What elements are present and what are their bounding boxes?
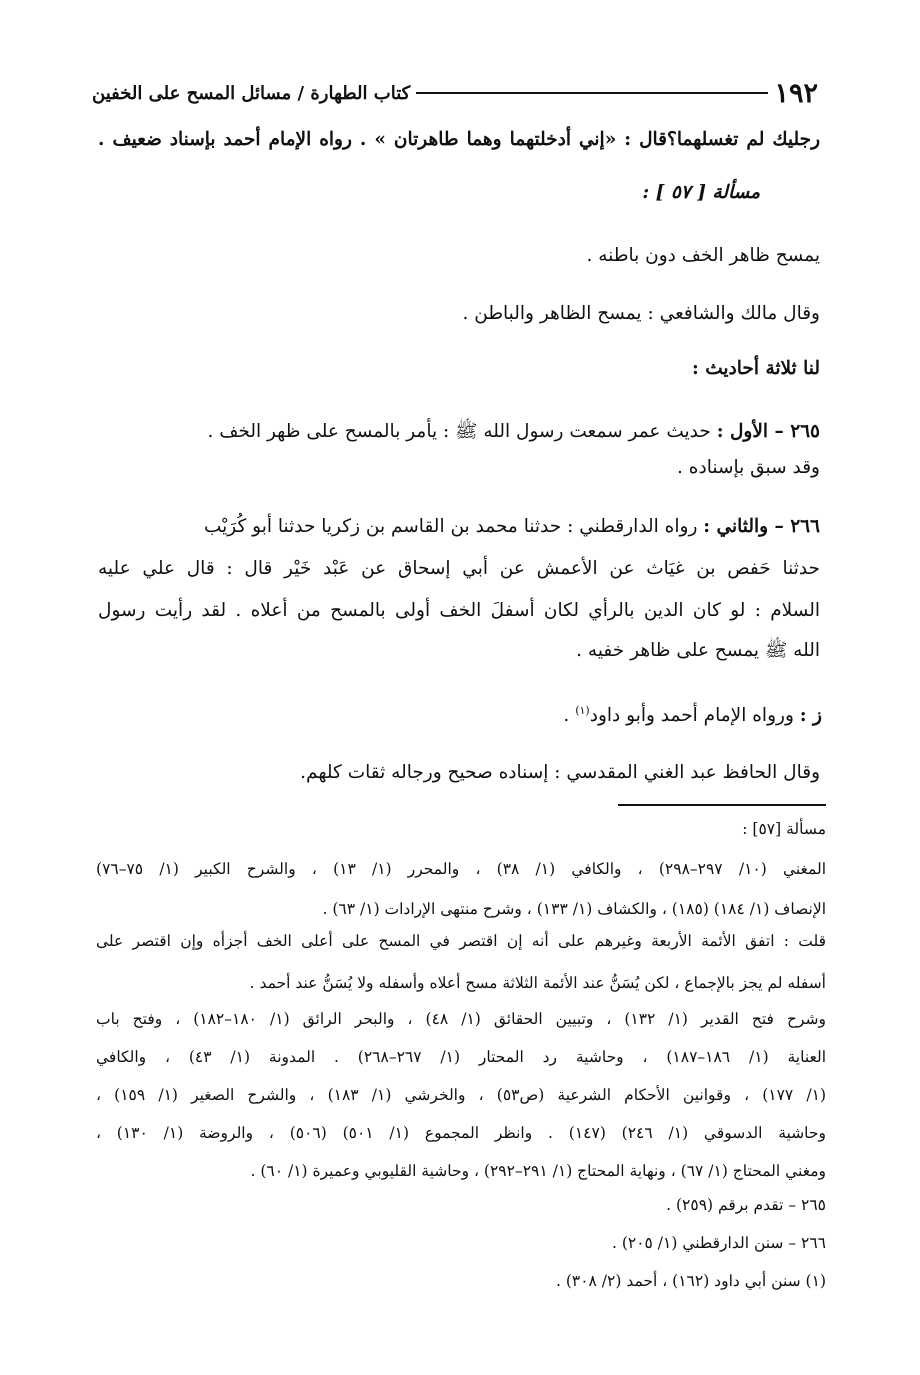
text-line: وقال مالك والشافعي : يمسح الظاهر والباطن .	[462, 303, 820, 324]
footnote-line: العناية (١/ ١٨٦–١٨٧) ، وحاشية رد المحتار (١/ ٢٦٧–٢٦٨) . المدونة (١/ ٤٣) ، والكافي	[96, 1048, 827, 1066]
footnote-line: ٢٦٦ – سنن الدارقطني (١/ ٢٠٥) .	[611, 1234, 826, 1252]
page-header	[92, 76, 818, 110]
running-title: كتاب الطهارة / مسائل المسح على الخفين	[92, 82, 411, 104]
text-line: حدثنا حَفص بن غيَاث عن الأعمش عن أبي إسحاق عن عَبْد خَيْر قال : قال علي عليه	[98, 558, 820, 579]
text-line: الله ﷺ يمسح على ظاهر خفيه .	[576, 640, 820, 661]
hadith-number: ٢٦٥ – الأول :	[716, 421, 820, 442]
footnote-line: ٢٦٥ – تقدم برقم (٢٥٩) .	[666, 1196, 826, 1214]
page-number: ١٩٢	[774, 77, 818, 109]
text-line: السلام : لو كان الدين بالرأي لكان أسفلَ الخف أولى بالمسح من أعلاه . لقد رأيت رسول	[98, 600, 820, 621]
header-rule	[416, 92, 768, 94]
text-line: وقال الحافظ عبد الغني المقدسي : إسناده صحيح ورجاله ثقات كلهم.	[300, 762, 820, 783]
zawaid-mark: ز :	[799, 705, 822, 727]
text-line: وقد سبق بإسناده .	[677, 457, 820, 478]
footnote-line: ومغني المحتاج (١/ ٦٧) ، ونهاية المحتاج (١/ ٢٩١–٢٩٢) ، وحاشية القليوبي وعميرة (١/ ٦٠) .	[250, 1162, 826, 1180]
footnote-line: قلت : اتفق الأئمة الأربعة وغيرهم على أنه إن اقتصر في المسح على أعلى الخف أجزأه وإن اقتصر على	[96, 932, 826, 950]
footnote-line: المغني (١٠/ ٢٩٧–٢٩٨) ، والكافي (١/ ٣٨) ، والمحرر (١/ ١٣) ، والشرح الكبير (١/ ٧٥–٧٦)	[96, 860, 827, 878]
zawaid-text: ورواه الإمام أحمد وأبو داود	[589, 705, 794, 727]
text-line: لنا ثلاثة أحاديث :	[691, 358, 820, 379]
hadith-text: حديث عمر سمعت رسول الله ﷺ : يأمر بالمسح على ظهر الخف .	[207, 421, 711, 442]
hadith-text: رواه الدارقطني : حدثنا محمد بن القاسم بن زكريا حدثنا أبو كُرَيْب	[203, 516, 698, 537]
footnote-line: أسفله لم يجز بالإجماع ، لكن يُسَنُّ عند الأئمة الثلاثة مسح أعلاه وأسفله ولا يُسَنُّ عند أحمد .	[249, 974, 826, 992]
text-line: يمسح ظاهر الخف دون باطنه .	[586, 245, 820, 266]
footnote-rule	[618, 804, 826, 806]
footnote-line: (١) سنن أبي داود (١٦٢) ، أحمد (٢/ ٣٠٨) .	[555, 1272, 826, 1290]
footnote-line: الإنصاف (١/ ١٨٤) (١٨٥) ، والكشاف (١/ ١٣٣) ، وشرح منتهى الإرادات (١/ ٦٣) .	[322, 900, 826, 918]
footnote-line: (١/ ١٧٧) ، وقوانين الأحكام الشرعية (ص٥٣) ، والخرشي (١/ ١٨٣) ، والشرح الصغير (١/ ١٥٩) ،	[96, 1086, 827, 1104]
footnote-line: وحاشية الدسوقي (١/ ٢٤٦) (١٤٧) . وانظر المجموع (١/ ٥٠١) (٥٠٦) ، والروضة (١/ ١٣٠) ،	[96, 1124, 826, 1142]
footnote-line: وشرح فتح القدير (١/ ١٣٢) ، وتبيين الحقائق (١/ ٤٨) ، والبحر الرائق (١/ ١٨٠–١٨٢) ، وفتح باب	[96, 1010, 826, 1028]
hadith-266	[98, 510, 820, 544]
text-line: رجليك لم تغسلهما؟قال : «إني أدخلتهما وهما طاهرتان » . رواه الإمام أحمد بإسناد ضعيف .	[98, 129, 820, 150]
issue-heading: مسألة [ ٥٧ ] :	[642, 182, 760, 203]
hadith-265	[207, 415, 820, 449]
zawaid-line	[563, 694, 822, 733]
footnote-ref: (١)	[575, 704, 590, 717]
footnote-heading: مسألة [٥٧] :	[742, 820, 826, 838]
zawaid-end: .	[563, 705, 570, 727]
hadith-number: ٢٦٦ – والثاني :	[703, 516, 820, 537]
